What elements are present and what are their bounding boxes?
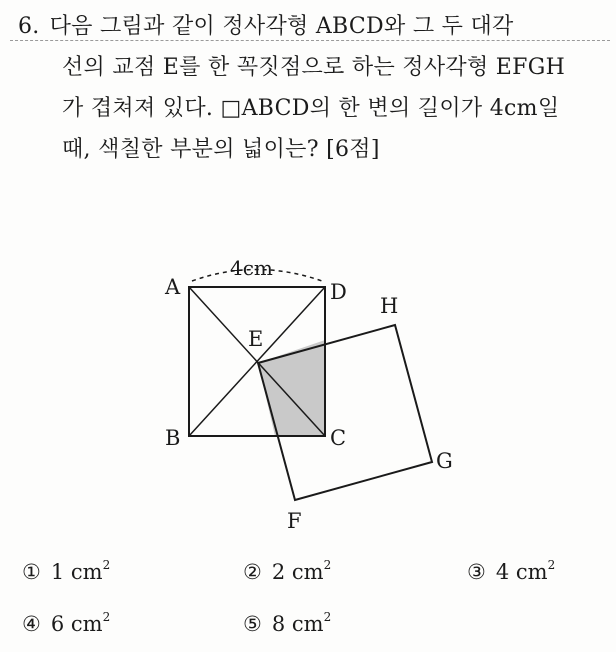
side-length-label: 4cm <box>230 256 273 280</box>
choice-3-unit: cm <box>515 560 548 584</box>
choice-1-exponent: 2 <box>102 558 111 572</box>
choice-4-unit: cm <box>70 612 103 636</box>
question-line-2: 선의 교점 E를 한 꼭짓점으로 하는 정사각형 EFGH <box>62 55 566 80</box>
choice-5-exponent: 2 <box>323 610 332 624</box>
choice-2[interactable] <box>243 560 331 584</box>
point-b-label: B <box>165 426 181 450</box>
question-line-3: 가 겹쳐져 있다. □ABCD의 한 변의 길이가 4cm일 <box>62 96 560 121</box>
choice-3-value: 4 <box>495 560 510 584</box>
choice-5[interactable] <box>243 612 331 636</box>
choice-2-exponent: 2 <box>323 558 332 572</box>
point-c-label: C <box>330 426 347 450</box>
choice-5-unit: cm <box>291 612 324 636</box>
choice-3-mark: ③ <box>467 560 486 584</box>
choice-2-value: 2 <box>271 560 286 584</box>
choice-1-unit: cm <box>70 560 103 584</box>
choice-1-mark: ① <box>22 560 41 584</box>
choice-1-value: 1 <box>50 560 65 584</box>
point-f-label: F <box>287 509 302 533</box>
choice-4[interactable] <box>22 612 110 636</box>
choice-4-value: 6 <box>50 612 65 636</box>
choice-2-mark: ② <box>243 560 262 584</box>
point-a-label: A <box>165 275 181 299</box>
question-line-1-text: 다음 그림과 같이 정사각형 ABCD와 그 두 대각 <box>49 14 514 39</box>
choice-4-exponent: 2 <box>102 610 111 624</box>
point-e-label: E <box>248 327 264 351</box>
choice-3-exponent: 2 <box>547 558 556 572</box>
choice-1[interactable] <box>22 560 110 584</box>
question-number: 6. <box>18 14 40 39</box>
question-line-4: 때, 색칠한 부분의 넓이는? [6점] <box>62 137 380 162</box>
choice-4-mark: ④ <box>22 612 41 636</box>
point-h-label: H <box>380 294 399 318</box>
choice-5-mark: ⑤ <box>243 612 262 636</box>
point-g-label: G <box>436 449 453 473</box>
choice-3[interactable] <box>467 560 555 584</box>
choice-2-unit: cm <box>291 560 324 584</box>
point-d-label: D <box>330 280 347 304</box>
choice-5-value: 8 <box>271 612 286 636</box>
